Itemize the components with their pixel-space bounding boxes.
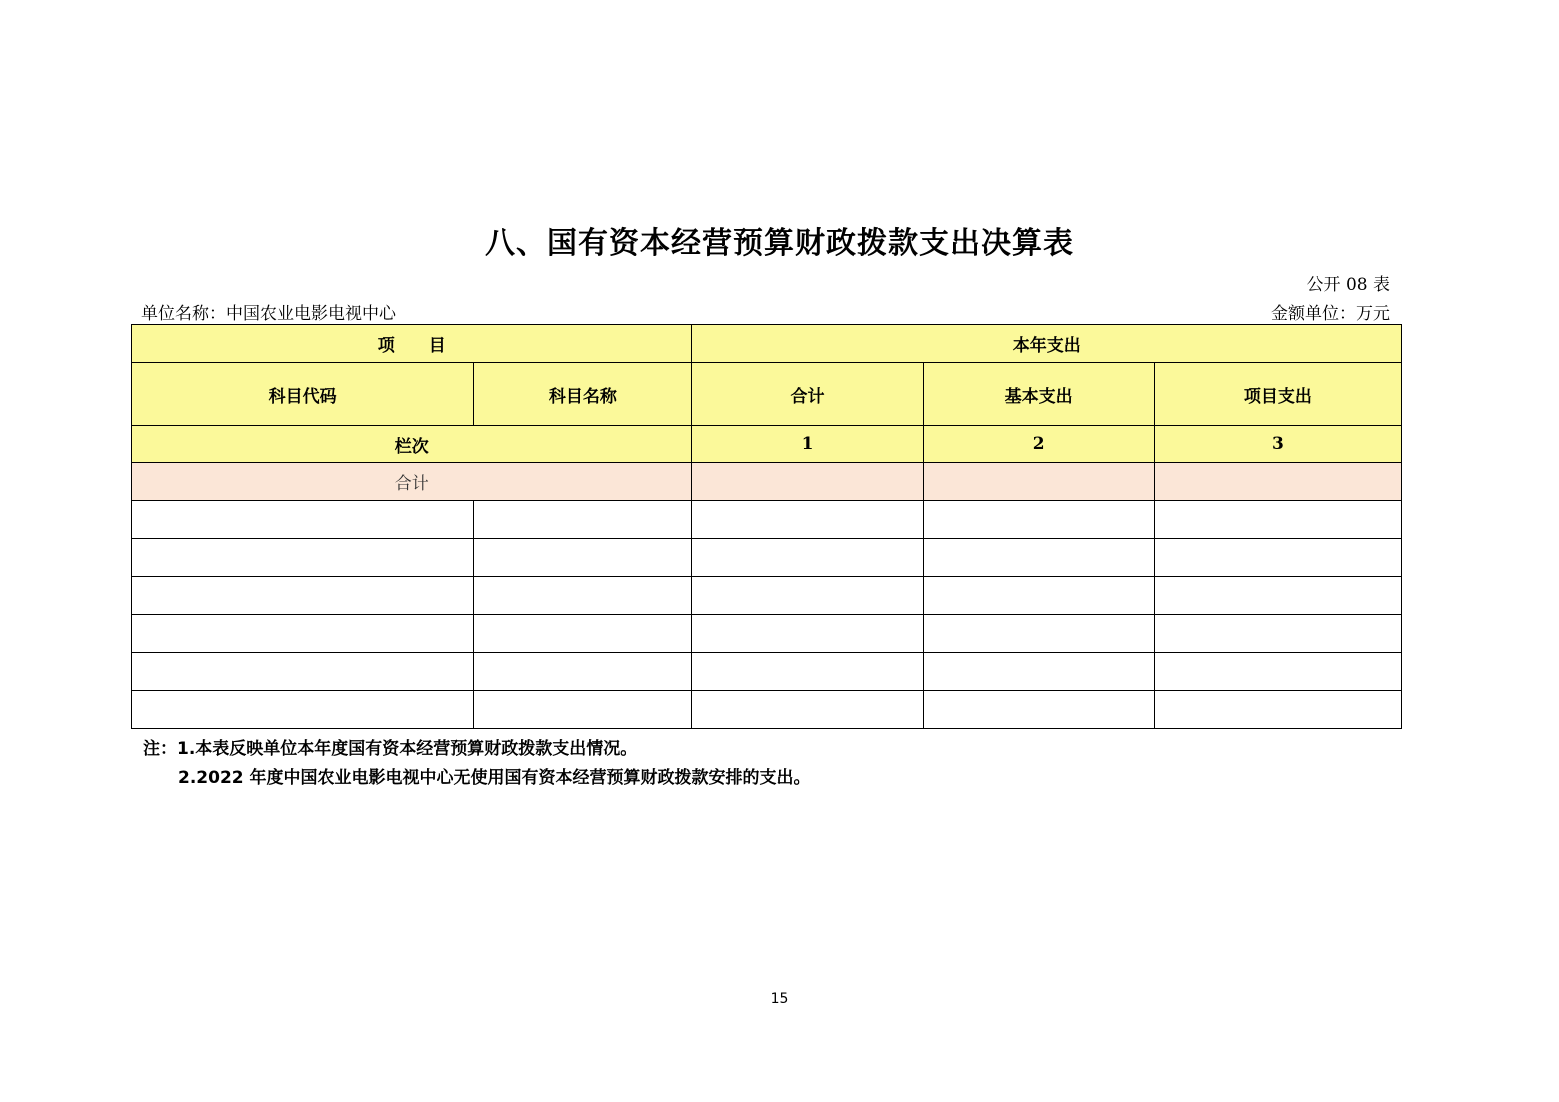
header-row-2 [132, 363, 1402, 426]
unit-name: 单位名称：中国农业电影电视中心 [141, 304, 396, 324]
total-cell-2 [923, 463, 1154, 501]
table-row [132, 653, 1402, 691]
column-seq-1: 1 [692, 426, 923, 463]
budget-table [131, 324, 1402, 729]
page-title: 八、国有资本经营预算财政拨款支出决算表 [485, 226, 1074, 261]
header-basic: 基本支出 [923, 363, 1154, 426]
column-seq-2: 2 [923, 426, 1154, 463]
page-number: 15 [770, 991, 789, 1007]
amount-unit: 金额单位：万元 [1271, 304, 1390, 324]
header-total: 合计 [692, 363, 923, 426]
header-name: 科目名称 [474, 363, 692, 426]
form-number: 公开 08 表 [1306, 275, 1390, 295]
header-current-year: 本年支出 [692, 325, 1402, 363]
table-row [132, 501, 1402, 539]
total-row [132, 463, 1402, 501]
note-line-1: 注：1.本表反映单位本年度国有资本经营预算财政拨款支出情况。 [143, 739, 638, 759]
notes [143, 735, 811, 793]
column-seq-3: 3 [1154, 426, 1401, 463]
total-cell-3 [1154, 463, 1401, 501]
header-item: 项 目 [132, 325, 692, 363]
header-code: 科目代码 [132, 363, 474, 426]
table-row [132, 691, 1402, 729]
header-row-1 [132, 325, 1402, 363]
note-line-2: 2.2022 年度中国农业电影电视中心无使用国有资本经营预算财政拨款安排的支出。 [178, 768, 811, 788]
total-label: 合计 [132, 463, 692, 501]
total-cell-1 [692, 463, 923, 501]
header-project: 项目支出 [1154, 363, 1401, 426]
header-row-3 [132, 426, 1402, 463]
table-row [132, 539, 1402, 577]
column-seq-label: 栏次 [132, 426, 692, 463]
table-row [132, 615, 1402, 653]
table-row [132, 577, 1402, 615]
